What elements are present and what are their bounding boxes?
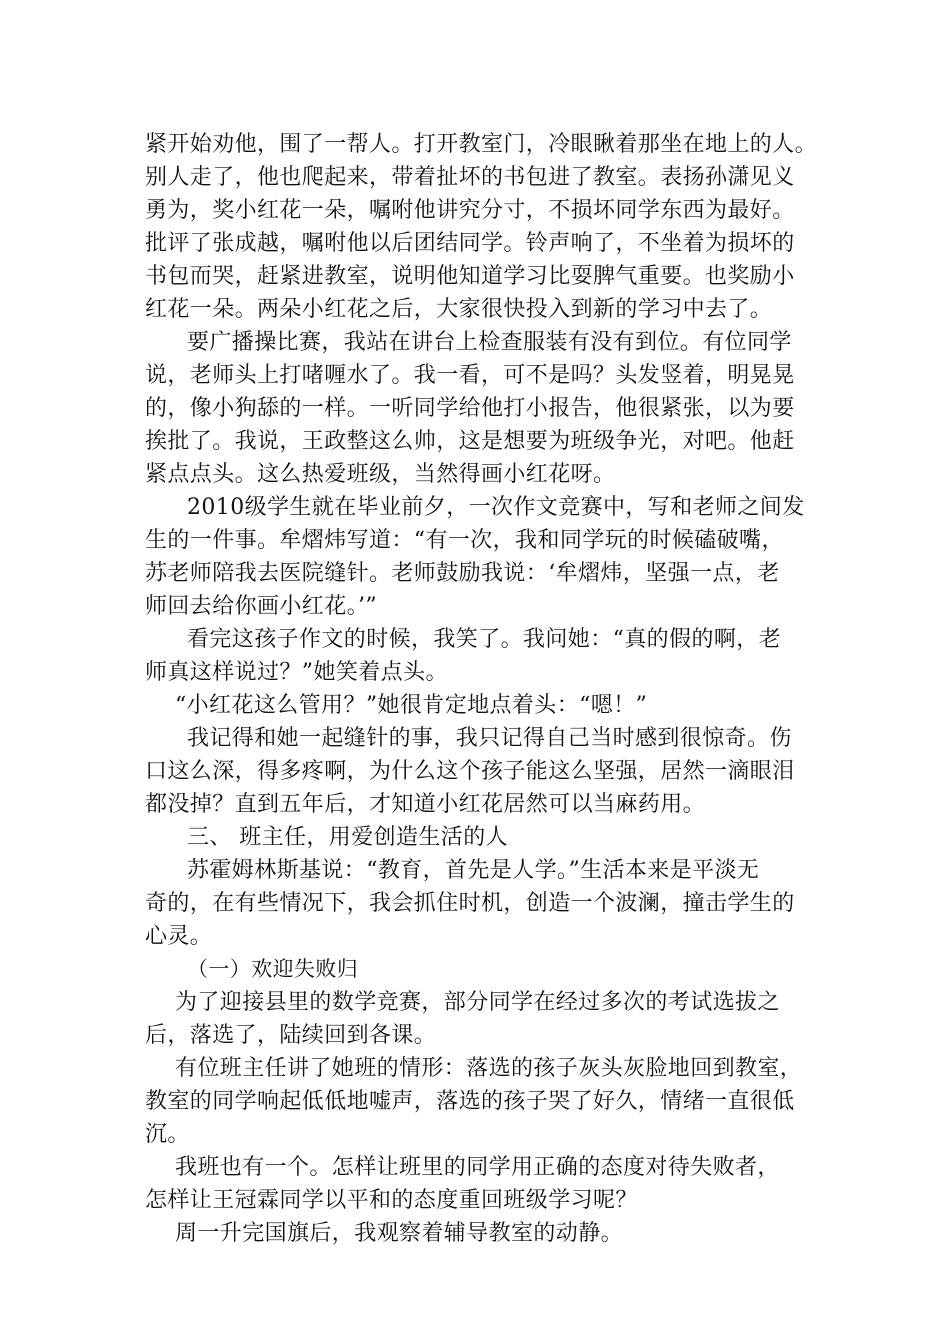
text-line: 有位班主任讲了她班的情形：落选的孩子灰头灰脸地回到教室， [175,1056,803,1081]
text-line: 奇的，在有些情况下，我会抓住时机，创造一个波澜，撞击学生的 [145,891,795,916]
section-heading: 三、 班主任，用爱创造生活的人 [187,825,508,850]
text-line: 师回去给你画小红花。’” [145,594,378,619]
text-line: 教室的同学响起低低地嘘声，落选的孩子哭了好久，情绪一直很低 [145,1089,795,1114]
text-line: 为了迎接县里的数学竞赛，部分同学在经过多次的考试选拔之 [175,990,780,1015]
text-line: 怎样让王冠霖同学以平和的态度重回班级学习呢？ [145,1188,638,1213]
text-line: “小红花这么管用？”她很肯定地点着头：“嗯！” [175,693,648,718]
text-line: 周一升完国旗后，我观察着辅导教室的动静。 [175,1221,624,1246]
text-line: 挨批了。我说，王政整这么帅，这是想要为班级争光，对吧。他赶 [145,429,795,454]
text-line: 2010级学生就在毕业前夕，一次作文竞赛中，写和老师之间发 [187,495,805,520]
text-line: 要广播操比赛，我站在讲台上检查服装有没有到位。有位同学 [187,330,792,355]
text-line: 师真这样说过？”她笑着点头。 [145,660,448,685]
text-line: 生的一件事。牟熠炜写道：“有一次，我和同学玩的时候磕破嘴， [145,528,784,553]
text-line: 后，落选了，陆续回到各课。 [145,1023,437,1048]
text-line: 苏老师陪我去医院缝针。老师鼓励我说：‘牟熠炜，坚强一点，老 [145,561,780,586]
text-line: 说，老师头上打啫喱水了。我一看，可不是吗？头发竖着，明晃晃 [145,363,795,388]
text-line: 紧点点头。这么热爱班级，当然得画小红花呀。 [145,462,616,487]
text-line: 批评了张成越，嘱咐他以后团结同学。铃声响了，不坐着为损坏的 [145,231,795,256]
document-page [145,128,818,1250]
text-line: 看完这孩子作文的时候，我笑了。我问她：“真的假的啊，老 [187,627,782,652]
text-line: 苏霍姆林斯基说：“教育，首先是人学。”生活本来是平淡无 [187,858,760,883]
text-line: 我班也有一个。怎样让班里的同学用正确的态度对待失败者， [175,1155,780,1180]
text-line: 我记得和她一起缝针的事，我只记得自己当时感到很惊奇。伤 [187,726,792,751]
text-line: 紧开始劝他，围了一帮人。打开教室门，冷眼瞅着那坐在地上的人。 [145,132,818,157]
text-line: 都没掉？直到五年后，才知道小红花居然可以当麻药用。 [145,792,706,817]
text-line: 别人走了，他也爬起来，带着扯坏的书包进了教室。表扬孙潇见义 [145,165,795,190]
text-line: 心灵。 [145,924,213,949]
text-line: 红花一朵。两朵小红花之后，大家很快投入到新的学习中去了。 [145,297,773,322]
text-line: 沉。 [145,1122,190,1147]
text-line: 书包而哭，赶紧进教室，说明他知道学习比耍脾气重要。也奖励小 [145,264,795,289]
text-line: 口这么深，得多疼啊，为什么这个孩子能这么坚强，居然一滴眼泪 [145,759,795,784]
text-line: 勇为，奖小红花一朵，嘱咐他讲究分寸，不损坏同学东西为最好。 [145,198,795,223]
subsection-heading: （一）欢迎失败归 [187,957,359,981]
text-line: 的，像小狗舔的一样。一听同学给他打小报告，他很紧张，以为要 [145,396,795,421]
